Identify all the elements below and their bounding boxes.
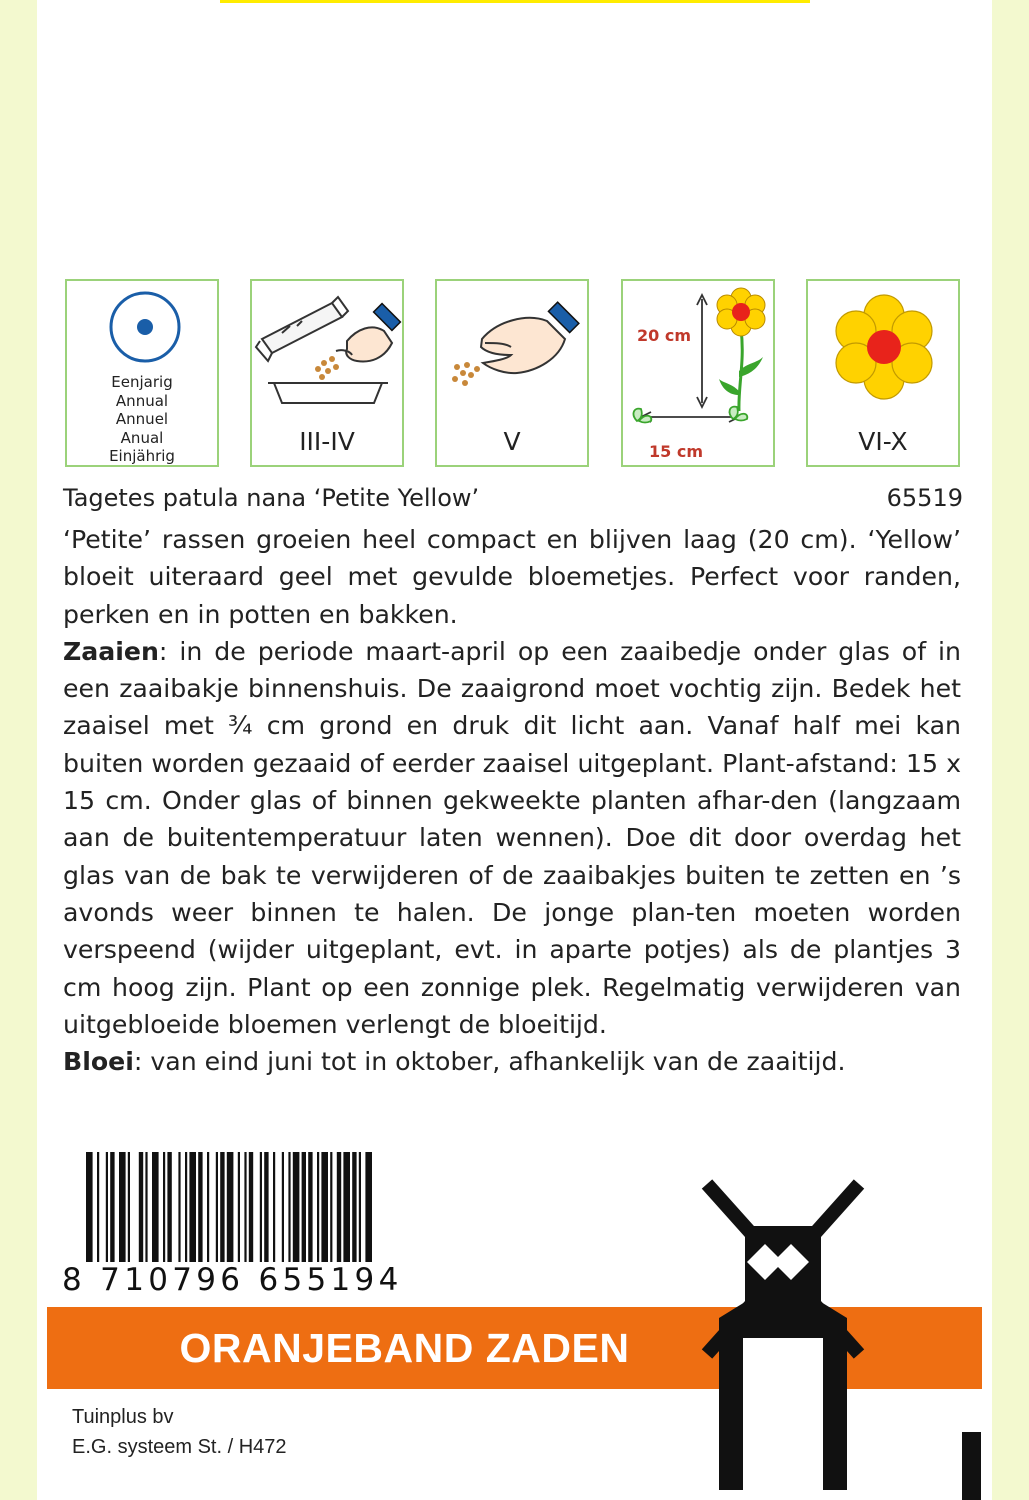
sow-outdoor-months: V — [503, 427, 521, 456]
top-yellow-strip — [220, 0, 810, 3]
barcode-bar — [110, 1152, 114, 1264]
barcode-bar — [288, 1152, 290, 1264]
barcode-bar — [216, 1152, 218, 1264]
annual-label-de: Einjährig — [109, 447, 175, 465]
barcode-bar — [227, 1152, 234, 1264]
barcode-bar — [185, 1152, 187, 1264]
annual-labels — [67, 373, 217, 466]
plant-dimensions-icon — [623, 281, 773, 465]
annual-label-en: Annual — [115, 391, 169, 410]
barcode-bar — [330, 1152, 332, 1264]
barcode-bar — [352, 1152, 356, 1264]
barcode-bar — [189, 1152, 196, 1264]
barcode-bar — [145, 1152, 147, 1264]
product-name: Tagetes patula nana ‘Petite Yellow’ — [63, 484, 480, 512]
plant-height-label: 20 cm — [637, 326, 691, 345]
barcode-bar — [167, 1152, 171, 1264]
sow-indoor-icon-box — [250, 279, 404, 467]
barcode-bar — [282, 1152, 284, 1264]
barcode-bar — [139, 1152, 143, 1264]
barcode-bar — [178, 1152, 180, 1264]
barcode-bar — [359, 1152, 361, 1264]
annual-icon-box — [65, 279, 219, 467]
certification-code: E.G. systeem St. / H472 — [72, 1436, 287, 1458]
barcode-bar — [337, 1152, 341, 1264]
barcode-bar — [163, 1152, 165, 1264]
company-info — [72, 1402, 287, 1462]
sowing-heading: Zaaien — [63, 636, 159, 666]
barcode-bar — [264, 1152, 268, 1264]
dimensions-icon-box — [621, 279, 775, 467]
bloom-icon-box — [806, 279, 960, 467]
side-black-mark — [962, 1432, 981, 1500]
barcode-bar — [244, 1152, 246, 1264]
barcode-bar — [152, 1152, 159, 1264]
barcode-bar — [317, 1152, 319, 1264]
barcode-bar — [119, 1152, 126, 1264]
barcode-bar — [343, 1152, 350, 1264]
annual-label-nl: Eenjarig — [111, 373, 173, 391]
barcode-bar — [293, 1152, 300, 1264]
bloom-paragraph — [63, 1043, 961, 1080]
barcode-bar — [207, 1152, 209, 1264]
barcode-bar — [308, 1152, 312, 1264]
barcode-bar — [220, 1152, 224, 1264]
sow-outdoor-icon-box — [435, 279, 589, 467]
barcode-bar — [128, 1152, 130, 1264]
barcode-bar — [249, 1152, 253, 1264]
barcode-bar — [198, 1152, 202, 1264]
barcode-bar — [302, 1152, 306, 1264]
product-code: 65519 — [886, 484, 963, 512]
barcode-bar — [260, 1152, 262, 1264]
annual-label-fr: Annuel — [115, 410, 169, 428]
annual-label-es: Anual — [120, 428, 164, 447]
brand-name: ORANJEBAND ZADEN — [179, 1325, 630, 1371]
sow-indoor-months: III-IV — [299, 427, 355, 456]
sowing-paragraph — [63, 633, 961, 1043]
product-title-row — [63, 484, 963, 518]
barcode-bar — [273, 1152, 275, 1264]
intro-text: ‘Petite’ rassen groeien heel compact en blijven laag (20 cm). ‘Yellow’ bloeit uiteraard geel met gevulde bloemetjes. Perfect voor randen, perken en in potten en bakken. — [63, 525, 961, 629]
barcode-digits: 8 710796 655194 — [62, 1262, 407, 1298]
bloom-text: : van eind juni tot in oktober, afhankelijk van de zaaitijd. — [133, 1047, 846, 1077]
sowing-text: : in de periode maart-april op een zaaibedje onder glas of in een zaaibakje binnenshuis. De zaaigrond moet vochtig zijn. Bedek het zaaisel met ¾ cm grond en druk dit licht aan. Vanaf half mei kan buiten worden gezaaid of eerder zaaisel uitgeplant. Plant-afstand: 15 x 15 cm. Onder glas of binnen gekweekte planten afhar-den (langzaam aan de buitentemperatuur laten wennen). Doe dit door overdag het glas van de bak te verwijderen of de zaaibakjes buiten te zetten en ’s avonds weer binnen te halen. De jonge plan-ten moeten worden verspeend (wijder uitgeplant, evt. in aparte potjes) als de plantjes 3 cm hoog zijn. Plant op een zonnige plek. Regelmatig verwijderen van uitgebloeide bloemen verlengt de bloeitijd. — [63, 636, 961, 1039]
barcode-bar — [106, 1152, 108, 1264]
barcode-bar — [321, 1152, 328, 1264]
windmill-logo — [697, 1170, 869, 1490]
bloom-months: VI-X — [858, 427, 908, 456]
bloom-heading: Bloei — [63, 1047, 134, 1077]
plant-spacing-label: 15 cm — [649, 442, 703, 461]
product-description — [63, 521, 961, 1080]
company-name: Tuinplus bv — [72, 1406, 174, 1428]
